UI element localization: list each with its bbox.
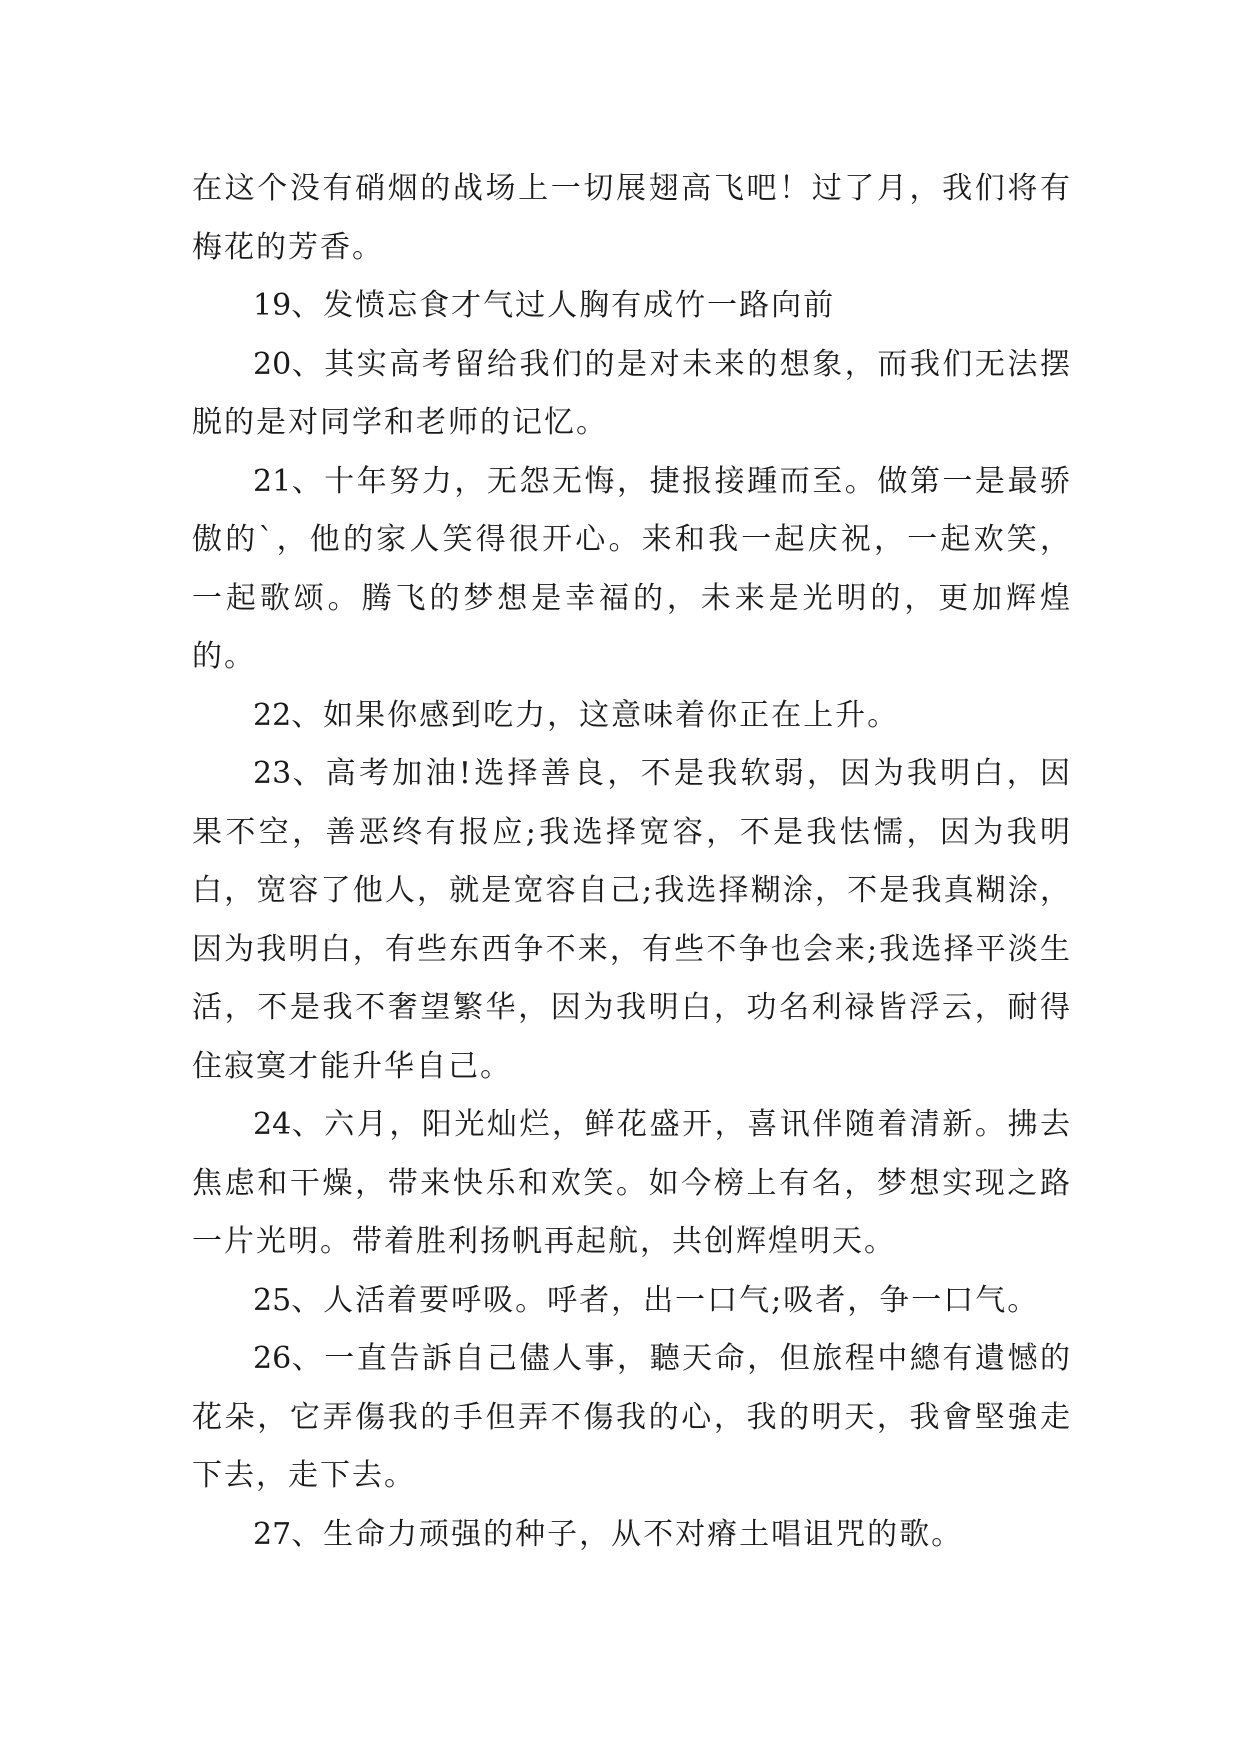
paragraph-text: 在这个没有硝烟的战场上一切展翅高飞吧！过了月，我们将有梅花的芳香。 (192, 171, 1072, 265)
paragraph-number: 24 (253, 1107, 292, 1142)
document-body (192, 160, 1072, 1564)
paragraph-number: 19 (253, 288, 292, 323)
paragraph-text: 、高考加油!选择善良，不是我软弱，因为我明白，因果不空，善恶终有报应;我选择宽容，不是我怯懦，因为我明白，宽容了他人，就是宽容自己;我选择糊涂，不是我真糊涂，因为我明白，有些东西争不来，有些不争也会来;我选择平淡生活，不是我不奢望繁华，因为我明白，功名利禄皆浮云，耐得住寂寞才能升华自己。 (192, 756, 1072, 1084)
paragraph-number: 25 (253, 1282, 292, 1318)
paragraph-number: 21 (253, 463, 292, 499)
paragraph-item-22 (192, 687, 1072, 746)
paragraph-number: 27 (253, 1516, 292, 1552)
paragraph-number: 22 (253, 697, 292, 733)
paragraph-item-25 (192, 1272, 1072, 1331)
paragraph-text: 、十年努力，无怨无悔，捷报接踵而至。做第一是最骄傲的`，他的家人笑得很开心。来和我一起庆祝，一起欢笑，一起歌颂。腾飞的梦想是幸福的，未来是光明的，更加辉煌的。 (192, 463, 1072, 674)
paragraph-item-26 (192, 1330, 1072, 1506)
paragraph-text: 、生命力顽强的种子，从不对瘠土唱诅咒的歌。 (291, 1516, 964, 1552)
paragraph-item-21 (192, 453, 1072, 687)
paragraph-item-23 (192, 745, 1072, 1096)
paragraph-item-27 (192, 1506, 1072, 1565)
paragraph-number: 20 (253, 346, 292, 382)
paragraph-number: 26 (253, 1341, 292, 1376)
paragraph-continuation (192, 160, 1072, 277)
paragraph-text: 、六月，阳光灿烂，鲜花盛开，喜讯伴随着清新。拂去焦虑和干燥，带来快乐和欢笑。如今榜上有名，梦想实现之路一片光明。带着胜利扬帆再起航，共创辉煌明天。 (192, 1107, 1072, 1259)
paragraph-item-24 (192, 1096, 1072, 1272)
paragraph-text: 、一直告訴自己儘人事，聽天命，但旅程中總有遺憾的花朵，它弄傷我的手但弄不傷我的心，我的明天，我會堅強走下去，走下去。 (192, 1341, 1072, 1493)
paragraph-text: 、其实高考留给我们的是对未来的想象，而我们无法摆脱的是对同学和老师的记忆。 (192, 346, 1072, 440)
paragraph-item-19 (192, 277, 1072, 336)
paragraph-number: 23 (253, 756, 292, 791)
paragraph-text: 、如果你感到吃力，这意味着你正在上升。 (291, 697, 900, 733)
paragraph-text: 、发愤忘食才气过人胸有成竹一路向前 (291, 288, 836, 323)
paragraph-text: 、人活着要呼吸。呼者，出一口气;吸者，争一口气。 (291, 1282, 1040, 1318)
paragraph-item-20 (192, 336, 1072, 453)
